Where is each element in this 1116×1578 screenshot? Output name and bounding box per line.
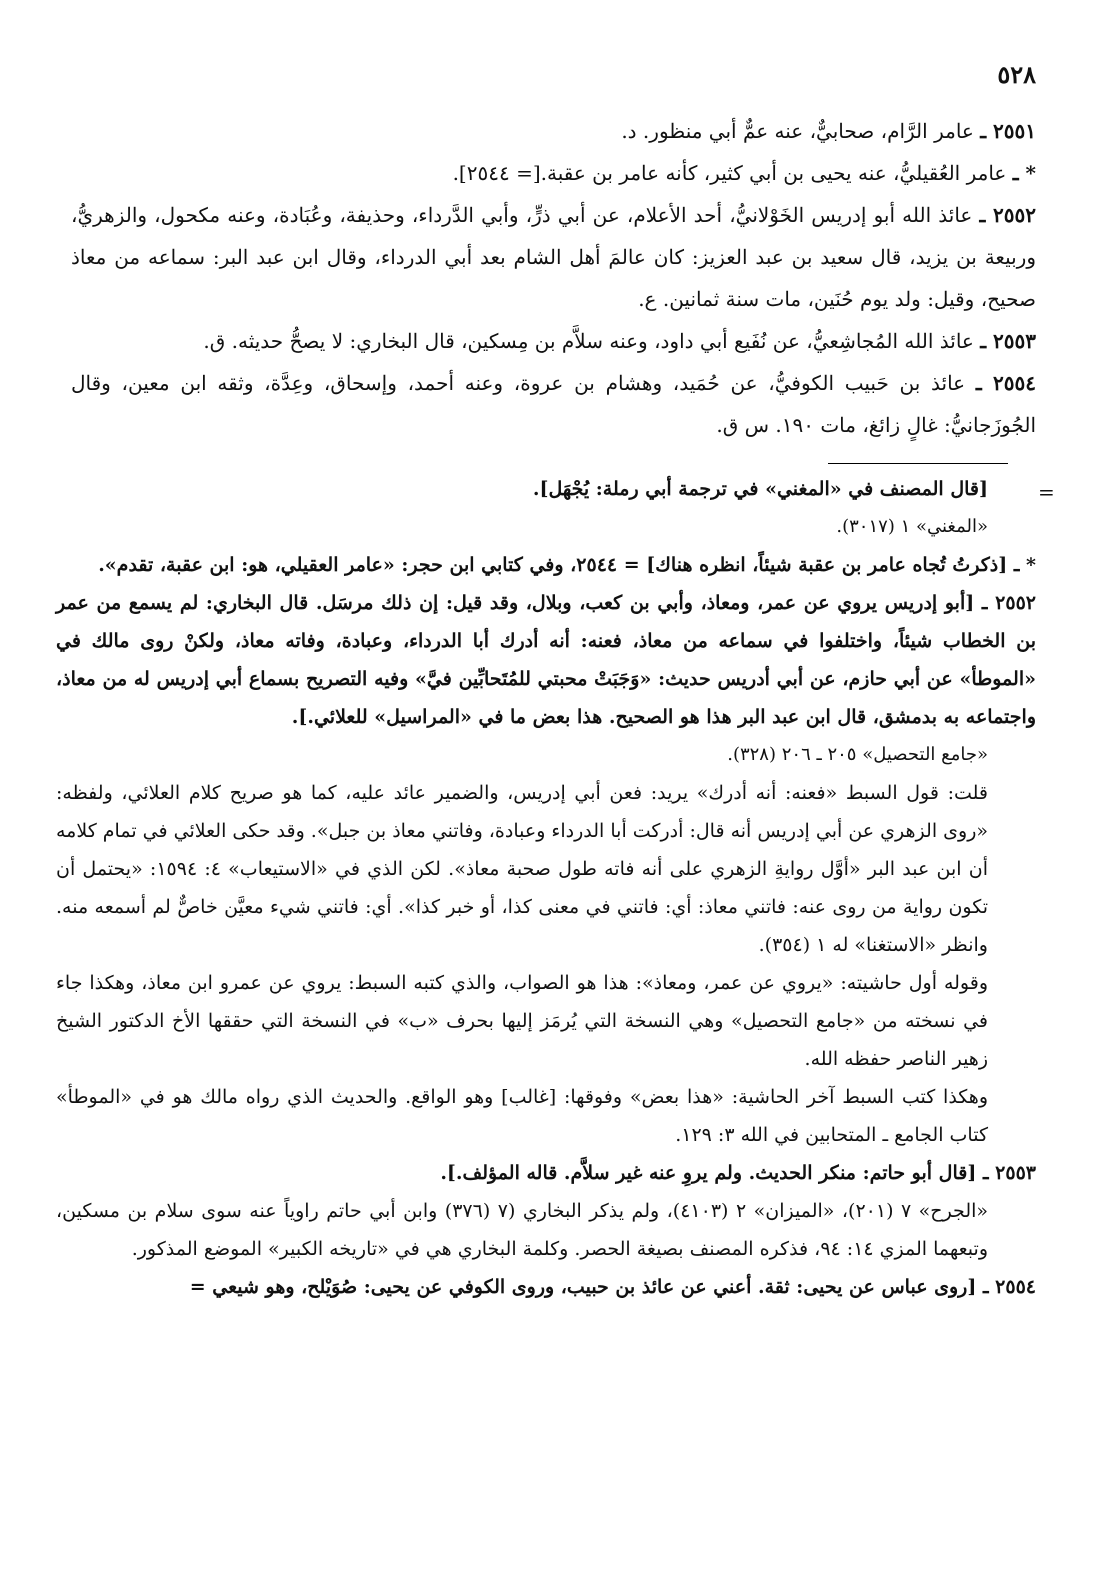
entry-text: عامر الرَّام، صحابيٌّ، عنه عمٌّ أبي منظور. د.	[621, 119, 974, 143]
entry	[71, 320, 1036, 362]
note-text: [قال أبو حاتم: منكر الحديث. ولم يروِ عنه غير سلاَّم. قاله المؤلف.].	[440, 1162, 977, 1184]
entry-number: ٢٥٥٤ ـ	[975, 371, 1036, 395]
note-bold	[56, 584, 1036, 736]
note-text: [قال المصنف في «المغني» في ترجمة أبي رملة: يُجْهَل].	[532, 478, 988, 500]
note-reference: «المغني» ١ (٣٠١٧).	[836, 516, 988, 537]
note-bold	[56, 470, 1036, 508]
note-bold	[56, 1154, 1036, 1192]
note-paragraph: وقوله أول حاشيته: «يروي عن عمر، ومعاذ»: هذا هو الصواب، والذي كتبه السبط: يروي عن عمرو ابن معاذ، وهكذا جاء في نسخته من «جامع التحصيل» وهي النسخة التي يُرمَز إليها بحرف «ب» في النسخة التي حققها الأخ الدكتور الشيخ زهير الناصر حفظه الله.	[56, 972, 988, 1070]
note-number: * ـ	[1013, 554, 1036, 576]
entry	[71, 194, 1036, 320]
entry-number: * ـ	[1012, 161, 1036, 185]
note-number: ٢٥٥٣ ـ	[982, 1162, 1036, 1184]
note-number: ٢٥٥٢ ـ	[981, 592, 1036, 614]
note-text: [أبو إدريس يروي عن عمر، ومعاذ، وأبي بن كعب، وبلال، وقد قيل: إن ذلك مرسَل. قال البخاري: لم يسمع من عمر بن الخطاب شيئاً، واختلفوا في سماعه من معاذ، فعنه: أنه أدرك أبا الدرداء، وعبادة، وفاته معاذ، ولكنْ روى مالك في «الموطأ» عن أبي حازم، عن أبي أدريس حديث: «وَجَبَتْ محبتي للمُتَحابِّين فيَّ» وفيه التصريح بسماع أبي إدريس له من معاذ، واجتماعه به بدمشق، قال ابن عبد البر هذا هو الصحيح. هذا بعض ما في «المراسيل» للعلائي.].	[56, 592, 1036, 728]
page-number: ٥٢٨	[997, 60, 1036, 89]
entry-text: عائذ الله المُجاشِعيُّ، عن نُفَيع أبي داود، وعنه سلاَّم بن مِسكين، قال البخاري: لا يصحُّ حديثه. ق.	[203, 329, 974, 353]
note-text: [ذكرتُ تُجاه عامر بن عقبة شيئاً، انظره هناك] = ٢٥٤٤، وفي كتابي ابن حجر: «عامر العقيلي، هو: ابن عقبة، تقدم».	[98, 554, 1008, 576]
main-entries	[71, 110, 1036, 446]
footnotes	[56, 470, 1036, 1306]
continuation-mark: =	[1038, 480, 1055, 504]
note-text: [روى عباس عن يحيى: ثقة. أعني عن عائذ بن حبيب، وروى الكوفي عن يحيى: صُوَيْلح، وهو شيعي =	[189, 1276, 977, 1298]
entry-text: عامر العُقيليُّ، عنه يحيى بن أبي كثير، كأنه عامر بن عقبة.[= ٢٥٤٤].	[452, 161, 1007, 185]
note-paragraph: قلت: قول السبط «فعنه: أنه أدرك» يريد: فعن أبي إدريس، والضمير عائد عليه، كما هو صريح كلام العلائي، ولفظه: «روى الزهري عن أبي إدريس أنه قال: أدركت أبا الدرداء وعبادة، وفاتني معاذ بن جبل». وقد حكى العلائي في تمام كلامه أن ابن عبد البر «أوَّل روايةِ الزهري على أنه فاته طول صحبة معاذ». لكن الذي في «الاستيعاب» ٤: ١٥٩٤: «يحتمل أن تكون رواية من روى عنه: فاتني معاذ: أي: فاتني في معنى كذا، أو خبر كذا». أي: فاتني شيء معيَّن خاصٌّ لم أسمعه منه. وانظر «الاستغنا» له ١ (٣٥٤).	[56, 782, 988, 956]
entry	[71, 152, 1036, 194]
entry-text: عائذ بن حَبيب الكوفيُّ، عن حُمَيد، وهشام بن عروة، وعنه أحمد، وإسحاق، وعِدَّة، وثقه ابن معين، وقال الجُوزَجانيُّ: غالٍ زائغ، مات ١٩٠. س ق.	[71, 371, 1036, 437]
entry	[71, 362, 1036, 446]
entry	[71, 110, 1036, 152]
note-reference: «جامع التحصيل» ٢٠٥ ـ ٢٠٦ (٣٢٨).	[727, 744, 988, 765]
note-paragraph: وهكذا كتب السبط آخر الحاشية: «هذا بعض» وفوقها: [غالب] وهو الواقع. والحديث الذي رواه مالك هو في «الموطأ» كتاب الجامع ـ المتحابين في الله ٣: ١٢٩.	[56, 1086, 988, 1146]
footnote-separator	[828, 463, 1008, 464]
note-paragraph: «الجرح» ٧ (٢٠١)، «الميزان» ٢ (٤١٠٣)، ولم يذكر البخاري (٧ (٣٧٦) وابن أبي حاتم راوياً عنه سوى سلام بن مسكين، وتبعهما المزي ١٤: ٩٤، فذكره المصنف بصيغة الحصر. وكلمة البخاري هي في «تاريخه الكبير» الموضع المذكور.	[56, 1200, 989, 1260]
entry-text: عائذ الله أبو إدريس الخَوْلانيُّ، أحد الأعلام، عن أبي ذرٍّ، وأبي الدَّرداء، وحذيفة، وعُبَادة، وعنه مكحول، والزهريُّ، وربيعة بن يزيد، قال سعيد بن عبد العزيز: كان عالمَ أهل الشام بعد أبي الدرداء، وقال ابن عبد البر: سماعه من معاذ صحيح، وقيل: ولد يوم حُنَين، مات سنة ثمانين. ع.	[71, 203, 1036, 311]
entry-number: ٢٥٥٣ ـ	[980, 329, 1036, 353]
note-bold	[56, 1268, 1036, 1306]
note-number: ٢٥٥٤ ـ	[982, 1276, 1036, 1298]
entry-number: ٢٥٥٢ ـ	[979, 203, 1036, 227]
note-bold	[56, 546, 1036, 584]
entry-number: ٢٥٥١ ـ	[980, 119, 1036, 143]
